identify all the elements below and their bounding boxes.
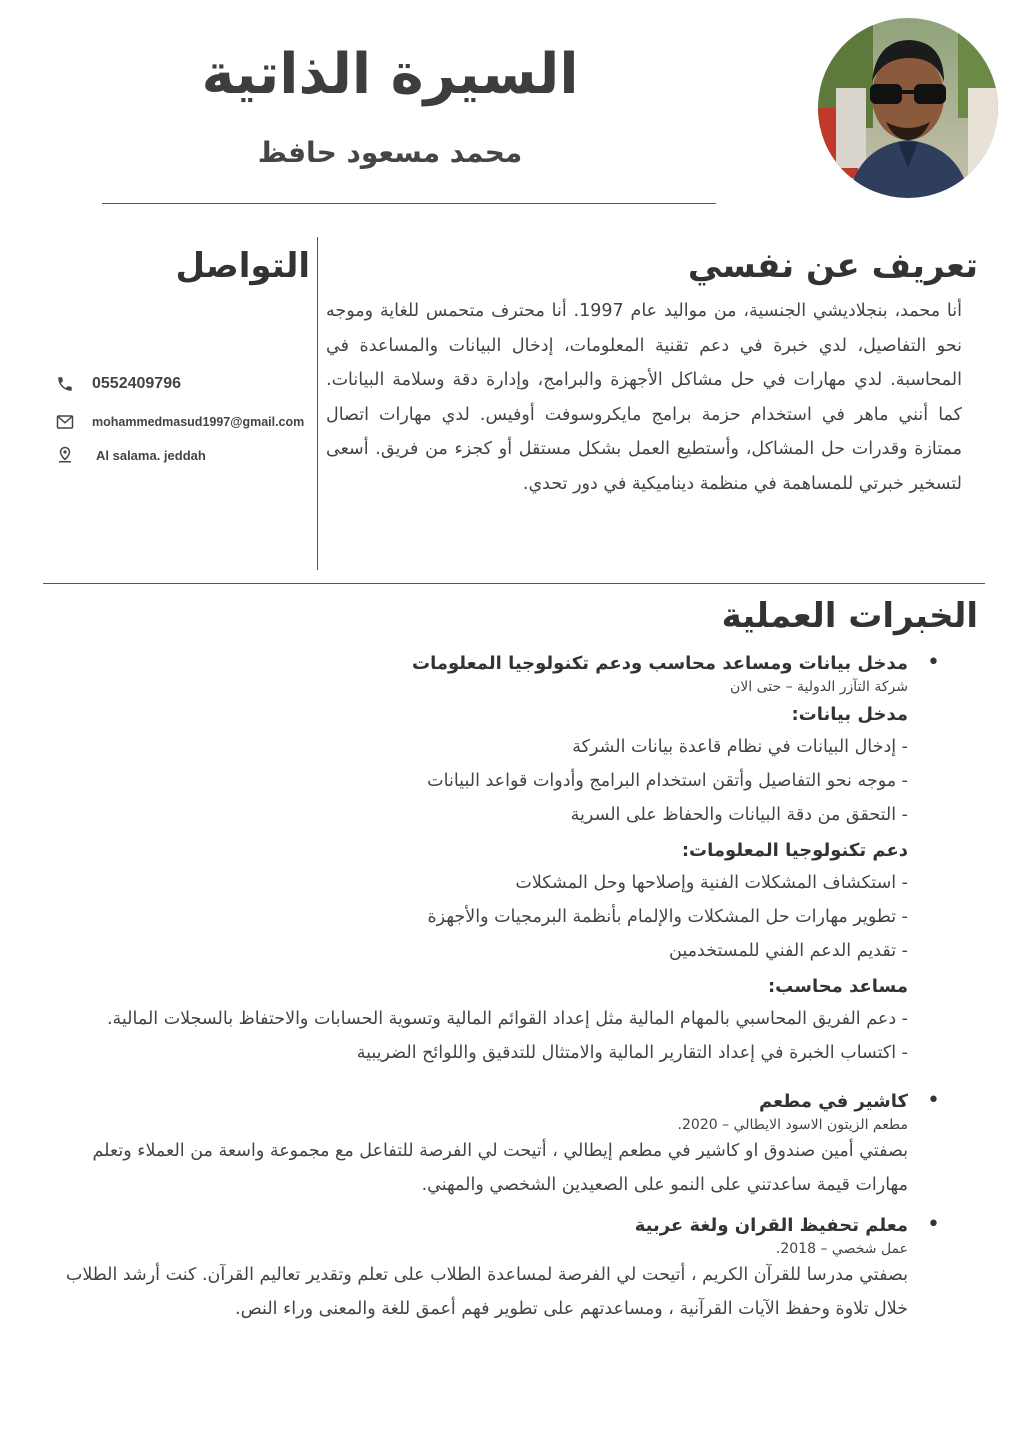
contact-email[interactable]: mohammedmasud1997@gmail.com xyxy=(92,415,305,429)
location-icon xyxy=(56,446,74,464)
contact-phone-row xyxy=(56,375,181,393)
resume-title: السيرة الذاتية xyxy=(201,42,579,107)
job-subheading: مساعد محاسب: xyxy=(767,976,908,997)
experience-list xyxy=(50,650,934,1326)
list-item: - استكشاف المشكلات الفنية وإصلاحها وحل المشكلات xyxy=(515,873,908,893)
job-title: • معلم تحفيظ القران ولغة عربية xyxy=(634,1215,908,1236)
job-title: • كاشير في مطعم xyxy=(759,1091,908,1112)
list-item: - اكتساب الخبرة في إعداد التقارير المالية والامتثال للتدقيق واللوائح الضريبية xyxy=(356,1043,908,1063)
list-item: - إدخال البيانات في نظام قاعدة بيانات الشركة xyxy=(572,737,908,757)
list-item: - تطوير مهارات حل المشكلات والإلمام بأنظمة البرمجيات والأجهزة xyxy=(427,907,908,927)
experience-heading: الخبرات العملية xyxy=(721,596,978,636)
contact-phone[interactable]: 0552409796 xyxy=(92,375,181,392)
column-divider xyxy=(317,237,318,570)
section-divider xyxy=(43,583,985,584)
contact-address: Al salama. jeddah xyxy=(96,447,206,463)
job-2 xyxy=(50,1088,934,1202)
list-item: - موجه نحو التفاصيل وأتقن استخدام البرامج وأدوات قواعد البيانات xyxy=(427,771,908,791)
contact-heading: التواصل xyxy=(175,246,310,286)
about-heading: تعريف عن نفسي xyxy=(687,246,978,286)
job-subheading: مدخل بيانات: xyxy=(791,704,908,725)
email-icon xyxy=(56,413,74,431)
about-text: أنا محمد، بنجلاديشي الجنسية، من مواليد عام 1997. أنا محترف متحمس للغاية وموجه نحو التفاصيل، لدي خبرة في دعم تقنية المعلومات، إدخال البيانات والمساعدة في المحاسبة. لدي مهارات في حل مشاكل الأجهزة والبرامج، وإدارة دقة وسلامة البيانات. كما أنني ماهر في استخدام حزمة برامج مايكروسوفت أوفيس. لدي مهارات اتصال ممتازة وقدرات حل المشاكل، وأستطيع العمل بشكل مستقل أو كجزء من فريق. أسعى لتسخير خبرتي للمساهمة في منظمة ديناميكية في دور تحدي. xyxy=(326,301,962,494)
list-item: - تقديم الدعم الفني للمستخدمين xyxy=(669,941,908,961)
job-meta: مطعم الزيتون الاسود الايطالي – 2020. xyxy=(677,1117,908,1133)
job-description: بصفتي أمين صندوق او كاشير في مطعم إيطالي ، أتيحت لي الفرصة للتفاعل مع مجموعة واسعة من العملاء وتعلم مهارات قيمة ساعدتني على النمو على الصعيدين الشخصي والمهني. xyxy=(92,1141,908,1195)
phone-icon xyxy=(56,375,74,393)
list-item: - التحقق من دقة البيانات والحفاظ على السرية xyxy=(570,805,908,825)
contact-address-row xyxy=(56,446,206,464)
job-title: • مدخل بيانات ومساعد محاسب ودعم تكنولوجيا المعلومات xyxy=(412,653,908,674)
contact-email-row xyxy=(56,413,304,431)
job-3 xyxy=(50,1212,934,1326)
profile-photo xyxy=(818,18,998,198)
header-divider xyxy=(102,203,716,204)
job-1 xyxy=(50,650,934,1070)
list-item: - دعم الفريق المحاسبي بالمهام المالية مثل إعداد القوائم المالية وتسوية الحسابات والاحتفاظ بالسجلات المالية. xyxy=(106,1009,908,1029)
person-name: محمد مسعود حافظ xyxy=(257,136,523,169)
job-meta: شركة التآزر الدولية – حتى الان xyxy=(729,679,908,695)
job-subheading: دعم تكنولوجيا المعلومات: xyxy=(681,840,908,861)
job-meta: عمل شخصي – 2018. xyxy=(775,1241,908,1257)
job-description: بصفتي مدرسا للقرآن الكريم ، أتيحت لي الفرصة لمساعدة الطلاب على تعلم وتقدير تعاليم القرآن. كنت أرشد الطلاب خلال تلاوة وحفظ الآيات القرآنية ، ومساعدتهم على تطوير فهم أعمق للغة والمعنى وراء النص. xyxy=(65,1265,908,1319)
